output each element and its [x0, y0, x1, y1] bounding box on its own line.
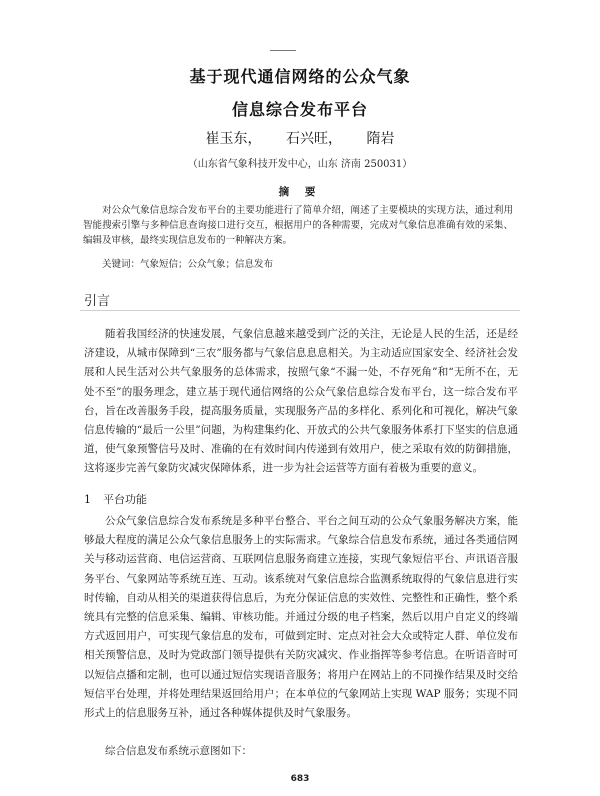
paper-title-line-1: 基于现代通信网络的公众气象: [189, 67, 411, 86]
author-1: 崔玉东，: [205, 131, 262, 147]
abstract-heading: 摘 要: [278, 186, 322, 198]
affiliation: （山东省气象科技开发中心，山东 济南 250031）: [187, 159, 413, 170]
author-2: 石兴旺，: [286, 131, 342, 147]
diagram-intro: 综合信息发布系统示意图如下：: [105, 745, 252, 757]
intro-paragraph: 随着我国经济的快速发展，气象信息越来越受到广泛的关注，无论是人民的生活，还是经济建设，从城市保障到“三农”服务都与气象信息息息相关。为主动适应国家安全、经济社会发展和人民生活对公共气象服务的总体需求，按照气象“不漏一处，不存死角”和“无所不在，无处不至”的服务理念，建立基于现代通信网络的公众气象信息综合发布平台，这一综合发布平台，旨在改善服务手段，提高服务质量，实现服务产品的多样化、系列化和可视化，解决气象信息传输的“最后一公里”问题，为构建集约化、开放式的公共气象服务体系打下坚实的信息通道，使气象预警信号及时、准确的在有效时间内传递到有效用户，使之采取有效的防御措施，这将逐步完善气象防灾减灾保障体系，进一步为社会运营等方面有着极为重要的意义。: [84, 328, 518, 475]
keywords: 关键词：气象短信；公众气象；信息发布: [102, 259, 274, 270]
top-rule: [270, 50, 296, 51]
author-list: [0, 128, 600, 148]
abstract-text: 对公众气象信息综合发布平台的主要功能进行了简单介绍，阐述了主要模块的实现方法，通过利用智能搜索引擎与多种信息查询接口进行交互，根据用户的各种需要，完成对气象信息准确有效的采集、编辑及审核，最终实现信息发布的一种解决方案。: [83, 205, 513, 246]
page-number: 683: [290, 774, 310, 784]
section-1-paragraph: 公众气象信息综合发布系统是多种平台整合、平台之间互动的公众气象服务解决方案，能够最大程度的满足公众气象信息服务上的实际需求。气象综合信息发布系统，通过各类通信网关与移动运营商、电信运营商、互联网信息服务商建立连接，实现气象短信平台、声讯语音服务平台、气象网站等系统互连、互动。该系统对气象信息综合监测系统取得的气象信息进行实时传输，自动从相关的渠道获得信息后，为充分保证信息的实效性、完整性和正确性，整个系统具有完整的信息采集、编辑、审核功能。并通过分级的电子档案，然后以用户自定义的终端方式返回用户，可实现气象信息的发布，可做到定时、定点对社会大众或特定人群、单位发布相关预警信息，及时为党政部门领导提供有关防灾减灾、作业指挥等参考信息。在听语音时可以短信点播和定制，也可以通过短信实现语音服务；将用户在网站上的不同操作结果及时交给短信平台处理，并将处理结果返回给用户；在本单位的气象网站上实现 WAP 服务；实现不同形式上的信息服务互补，通过各种媒体提供及时气象服务。: [84, 515, 518, 720]
intro-heading: 引言: [84, 294, 111, 309]
author-3: 隋岩: [366, 131, 395, 147]
section-1-title: 平台功能: [103, 493, 147, 506]
paper-title-line-2: 信息综合发布平台: [231, 100, 368, 119]
section-1-number: 1: [84, 493, 91, 506]
heading-rule: [80, 310, 520, 311]
section-1-heading: [84, 491, 147, 507]
